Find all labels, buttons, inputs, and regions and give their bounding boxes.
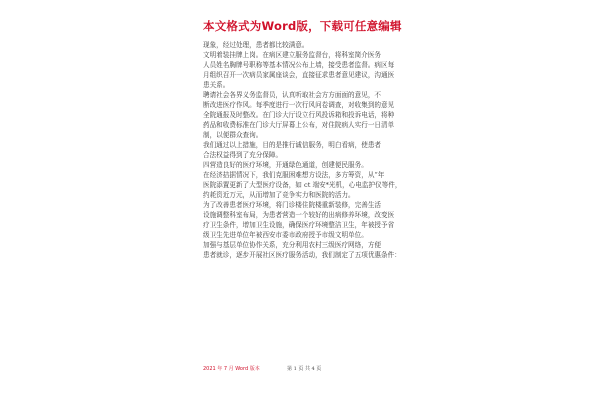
- body-line: 为了改善患者医疗环境，将门诊楼住院楼重新装修，完善生活: [203, 201, 382, 209]
- body-line: 患关系。: [203, 81, 230, 89]
- document-body: [203, 40, 408, 260]
- body-line: 四营造良好的医疗环境，开通绿色通道，创建便民服务。: [203, 161, 368, 169]
- body-line: 疗卫生条件，增加卫生设施，确保医疗环境整洁卫生，年被授予省: [203, 221, 395, 229]
- word-format-banner: 本文格式为Word版，下载可任意编辑: [203, 19, 402, 33]
- footer-date-version: 2021 年 7 月 Word 版本: [203, 366, 260, 372]
- body-line: 设施调整科室布局，为患者营造一个较好的出病修养环境，改变医: [203, 211, 395, 219]
- body-line: 制，以便群众查询。: [203, 131, 263, 139]
- body-line: 全院通报及时整改。在门诊大厅设立行风投诉箱和投诉电话，将种: [203, 111, 395, 119]
- body-line: 月组织召开一次病员家属座谈会，直接征求患者意见建议，沟通医: [203, 71, 395, 79]
- body-line: 患者就诊，逐步开展社区医疗服务活动，我们制定了五项优惠条件：: [203, 251, 401, 259]
- body-line: 约耗资近万元，从而增加了竞争实力和医院的活力。: [203, 191, 355, 199]
- body-line: 现象，经过处理，患者都比较满意。: [203, 41, 309, 49]
- body-line: 级卫生先进单位年被西安市委市政府授予市级文明单位。: [203, 231, 368, 239]
- body-line: 合法权益得到了充分保障。: [203, 151, 283, 159]
- body-line: 医院添置更新了大型医疗设备，如 ct 端安*光机，心电监护仪等件，: [203, 181, 402, 189]
- page-number: 第 1 页 共 4 页: [287, 366, 322, 372]
- body-line: 药品和收费标准在门诊大厅屏幕上公布，对住院病人实行一日清单: [203, 121, 395, 129]
- body-line: 加强与基层单位协作关系，充分利用农村三级医疗网络，方便: [203, 241, 382, 249]
- body-line: 在经济拮据情况下，我们克服困难想方设法，多方筹资，从“年: [203, 171, 385, 179]
- body-line: 人员姓名胸牌号职称等基本情况公布上墙，接受患者监督。病区每: [203, 61, 395, 69]
- body-line: 我们通过以上措施，目的是推行诚信服务，明白看病，使患者: [203, 141, 382, 149]
- body-line: 聘请社会各界义务监督员，认真听取社会方方面面的意见，不: [203, 91, 382, 99]
- body-line: 文明着装挂牌上岗。在病区建立服务监督台，将科室简介医务: [203, 51, 382, 59]
- body-line: 断改进医疗作风。每季度进行一次行风问卷调查，对收集到的意见: [203, 101, 395, 109]
